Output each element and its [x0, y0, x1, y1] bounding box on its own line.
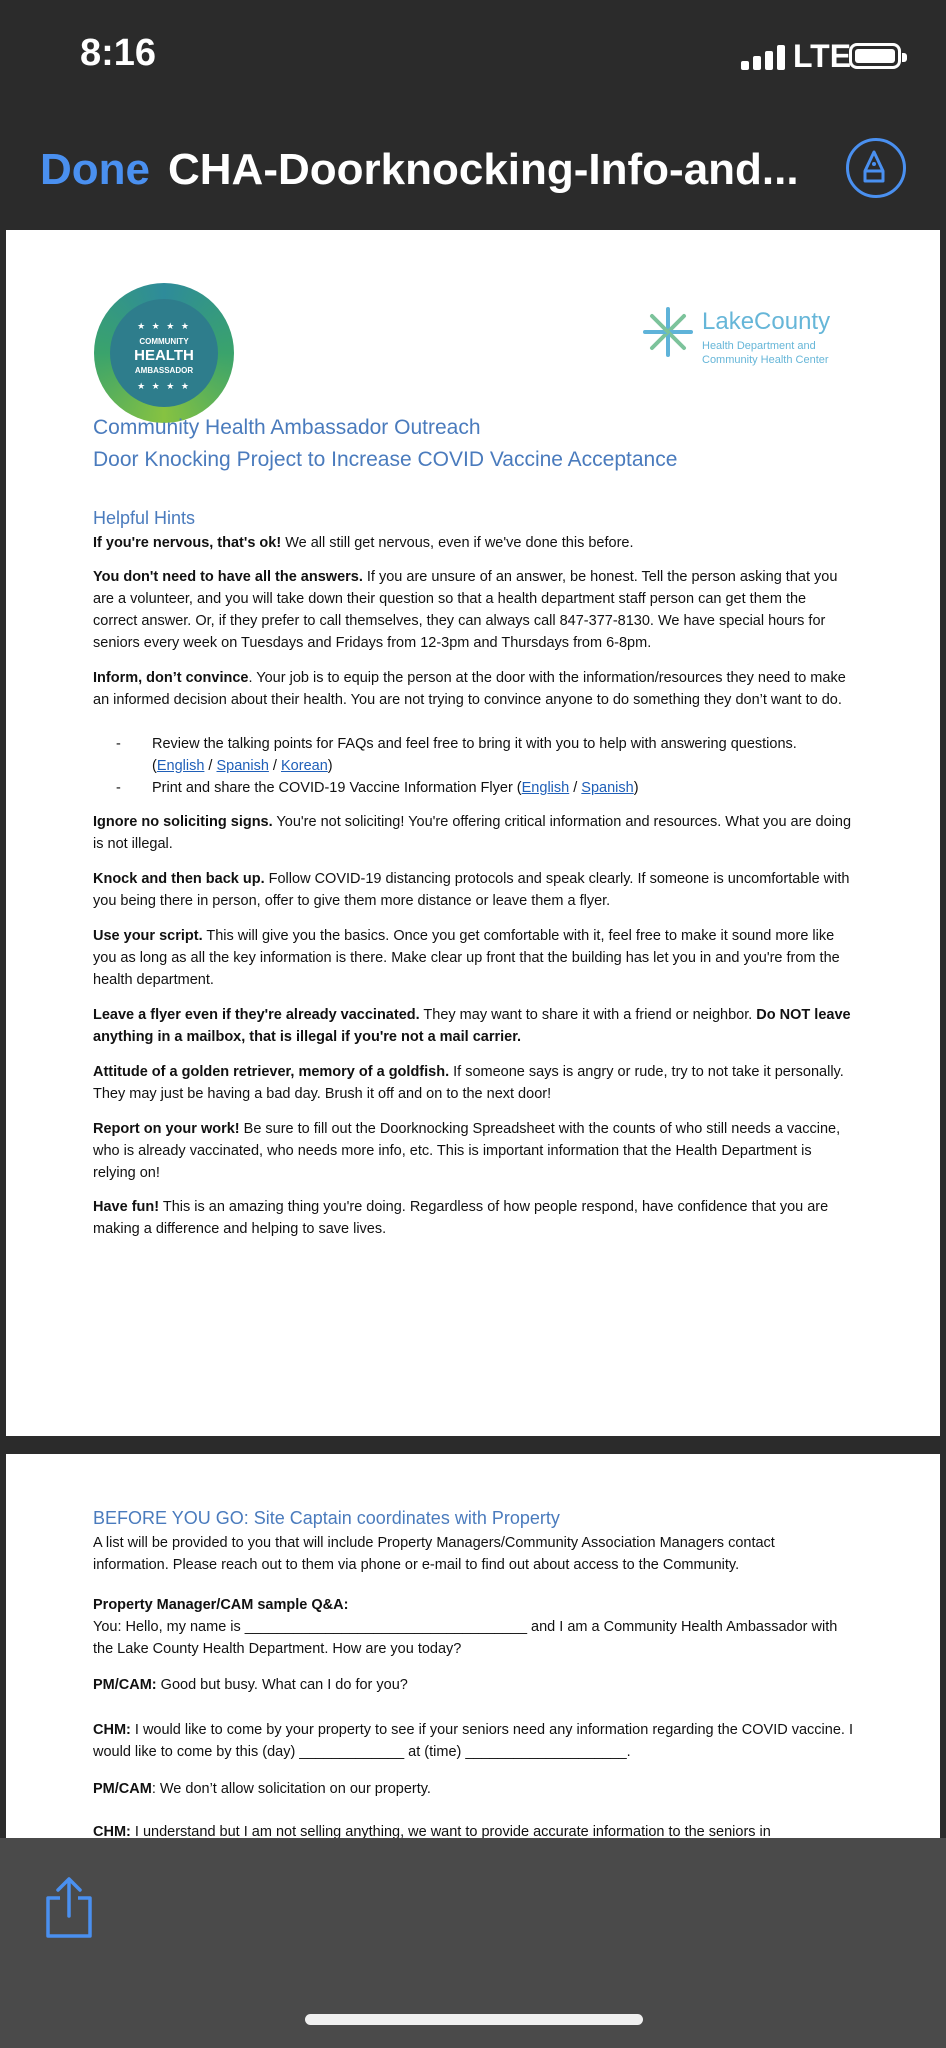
bold-lead: Use your script. — [93, 928, 203, 944]
link-english[interactable]: English — [521, 780, 570, 796]
network-type: LTE — [793, 38, 852, 74]
paren-close: ) — [327, 758, 333, 774]
link-separator: / — [204, 758, 217, 774]
document-title: CHA-Doorknocking-Info-and... — [168, 145, 799, 194]
paragraph-nervous — [93, 532, 853, 554]
bullet-text — [152, 777, 852, 799]
bold-lead: Ignore no soliciting signs. — [93, 814, 273, 830]
bold-lead: Report on your work! — [93, 1121, 240, 1137]
share-icon[interactable] — [42, 1876, 96, 1940]
nav-bar — [0, 110, 946, 228]
paragraph-attitude — [93, 1061, 853, 1105]
body-text: I understand but I am not selling anything, we want to provide accurate information to the seniors in — [130, 1824, 771, 1838]
bold-lead: Knock and then back up. — [93, 871, 265, 887]
seal-stars-bottom: ★ ★ ★ ★ — [137, 381, 191, 391]
battery-icon — [849, 43, 901, 69]
body-text: : We don’t allow solicitation on our property. — [151, 1781, 431, 1797]
paragraph-report — [93, 1118, 853, 1184]
speaker-label: PM/CAM: — [93, 1677, 157, 1693]
link-separator: / — [569, 780, 582, 796]
lake-county-subtitle-line-2: Community Health Center — [702, 354, 829, 366]
body-text: This will give you the basics. Once you get comfortable with it, feel free to make it sound more like you as long as all the key information is there. Make clear up front that the building has let you in and you're from the health department. — [93, 928, 840, 988]
body-text: They may want to share it with a friend or neighbor. — [419, 1007, 757, 1023]
document-page-2[interactable] — [6, 1454, 940, 1838]
bold-lead: Property Manager/CAM sample Q&A: — [93, 1597, 349, 1613]
helpful-hints-heading: Helpful Hints — [93, 508, 196, 528]
community-health-ambassador-seal — [94, 283, 234, 423]
speaker-label: PM/CAM — [93, 1781, 152, 1797]
script-pm-1 — [93, 1674, 853, 1696]
script-chm-1 — [93, 1719, 853, 1763]
body-text: . Your job is to equip the person at the door with the information/resources they need to make an informed decision about their health. You are not trying to convince anyone to do something they don’t want to do. — [93, 670, 846, 708]
bullet-dash: - — [116, 780, 121, 796]
paragraph-script — [93, 925, 853, 991]
link-korean[interactable]: Korean — [281, 758, 328, 774]
seal-line-1: COMMUNITY — [139, 337, 189, 346]
before-you-go-heading: BEFORE YOU GO: Site Captain coordinates with Property — [93, 1508, 560, 1528]
link-english[interactable]: English — [156, 758, 205, 774]
paren-close: ) — [633, 780, 639, 796]
link-spanish[interactable]: Spanish — [216, 758, 269, 774]
home-indicator[interactable] — [305, 2014, 643, 2025]
lake-county-subtitle-line-1: Health Department and — [702, 340, 816, 352]
paragraph-inform — [93, 667, 853, 711]
document-page-1[interactable] — [6, 230, 940, 1436]
script-pm-2 — [93, 1778, 853, 1800]
qa-heading — [93, 1594, 853, 1616]
body-text: If someone says is angry or rude, try to not take it personally. They may just be having a bad day. Brush it off and on to the next door! — [93, 1064, 844, 1102]
heading-project: Door Knocking Project to Increase COVID Vaccine Acceptance — [93, 448, 678, 471]
speaker-label: CHM: — [93, 1824, 131, 1838]
paragraph-have-fun — [93, 1196, 853, 1240]
seal-stars: ★ ★ ★ ★ — [137, 321, 191, 331]
body-text: I would like to come by your property to see if your seniors need any information regarding the COVID vaccine. I would like to come by this (day) _____________ at (time) ____________________. — [93, 1722, 853, 1760]
seal-line-2: HEALTH — [134, 347, 194, 364]
script-you-line: You: Hello, my name is ___________________________________ and I am a Community Health Ambassador with the Lake County Health Department. How are you today? — [93, 1619, 838, 1657]
seal-line-3: AMBASSADOR — [134, 366, 194, 375]
bold-lead: Inform, don’t convince — [93, 670, 249, 686]
bullet-body: Print and share the COVID-19 Vaccine Information Flyer ( — [152, 780, 522, 796]
bold-lead: Attitude of a golden retriever, memory of a goldfish. — [93, 1064, 450, 1080]
paragraph-intro: A list will be provided to you that will include Property Managers/Community Association Managers contact information. Please reach out to them via phone or e-mail to find out about access to the Community. — [93, 1535, 775, 1573]
script-chm-2 — [93, 1821, 853, 1838]
bullet-text — [152, 733, 852, 777]
lake-county-logo — [642, 306, 852, 366]
lake-county-name: LakeCounty — [702, 308, 831, 335]
bold-lead: Have fun! — [93, 1199, 160, 1215]
speaker-label: CHM: — [93, 1722, 131, 1738]
clock: 8:16 — [80, 32, 157, 74]
bold-lead: If you're nervous, that's ok! — [93, 535, 282, 551]
bullet-body: Review the talking points for FAQs and feel free to bring it with you to help with answering questions. — [152, 736, 797, 752]
paragraph-flyer — [93, 1004, 853, 1048]
cellular-signal-icon — [741, 44, 787, 70]
body-text: Be sure to fill out the Doorknocking Spreadsheet with the counts of who still needs a vaccine, who is already vaccinated, who needs more info, etc. This is important information that the Health Department is relying on! — [93, 1121, 841, 1181]
link-separator: / — [268, 758, 281, 774]
status-bar — [0, 0, 946, 110]
body-text: Follow COVID-19 distancing protocols and speak clearly. If someone is uncomfortable with you being there in person, offer to give them more distance or leave them a flyer. — [93, 871, 850, 909]
body-text: You're not soliciting! You're offering critical information and resources. What you are doing is not illegal. — [93, 814, 852, 852]
lake-county-subtitle — [702, 339, 829, 367]
body-text: If you are unsure of an answer, be honest. Tell the person asking that you are a volunteer, and you will take down their question so that a health department staff person can get them the correct answer. Or, if they prefer to call themselves, they can always call 847-377-8130. We have special hours for seniors every week on Tuesdays and Fridays from 12-3pm and Thursdays from 6-8pm. — [93, 569, 838, 651]
body-text: Good but busy. What can I do for you? — [156, 1677, 408, 1693]
paragraph-knock — [93, 868, 853, 912]
done-button[interactable]: Done — [40, 145, 150, 194]
paragraph-answers — [93, 566, 853, 654]
bottom-toolbar — [0, 1838, 946, 2048]
paren-open: ( — [152, 758, 157, 774]
bold-lead: You don't need to have all the answers. — [93, 569, 363, 585]
bold-warning: Do NOT leave anything in a mailbox, that is illegal if you're not a mail carrier. — [93, 1007, 851, 1045]
bold-lead: Leave a flyer even if they're already vaccinated. — [93, 1007, 420, 1023]
link-spanish[interactable]: Spanish — [581, 780, 634, 796]
paragraph-ignore-signs — [93, 811, 853, 855]
body-text: This is an amazing thing you're doing. Regardless of how people respond, have confidence that you are making a difference and helping to save lives. — [93, 1199, 829, 1237]
bullet-dash: - — [116, 736, 121, 752]
lake-county-mark-icon — [642, 306, 694, 358]
heading-outreach: Community Health Ambassador Outreach — [93, 416, 481, 439]
markup-pen-icon[interactable] — [846, 138, 906, 198]
body-text: We all still get nervous, even if we've done this before. — [281, 535, 634, 551]
